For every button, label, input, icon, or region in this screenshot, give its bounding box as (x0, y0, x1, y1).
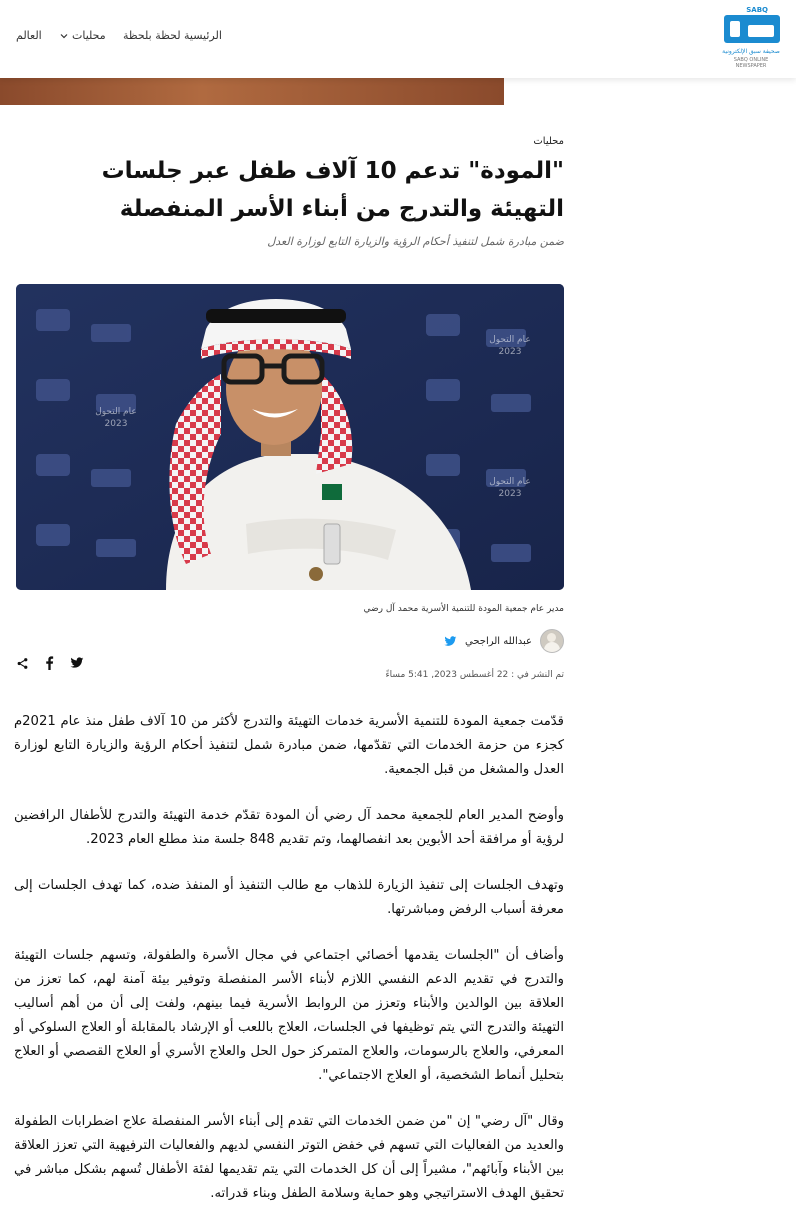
article-paragraph: وتهدف الجلسات إلى تنفيذ الزيارة للذهاب مع طالب التنفيذ أو المنفذ ضده، كما تهدف الجلسات إلى معرفة أسباب الرفض ومباشرتها. (14, 878, 564, 917)
article-paragraph: قدّمت جمعية المودة للتنمية الأسرية خدمات التهيئة والتدرج لأكثر من 10 آلاف طفل منذ عام 2021م كجزء من حزمة الخدمات التي تقدّمها، ضمن مبادرة شمل لتنفيذ أحكام الرؤية والزيارة التابع لوزارة العدل والمشغل من قبل الجمعية. (14, 714, 564, 777)
nav-item-local[interactable] (60, 29, 106, 42)
nav-item-live[interactable]: لحظة بلحظة (123, 29, 181, 42)
article-main-image (16, 284, 564, 590)
backdrop-year-1: 2023 (498, 347, 522, 357)
backdrop-mark-3: عام التحول (489, 477, 531, 487)
logo-wordmark (724, 15, 780, 43)
backdrop-mark-1: عام التحول (489, 335, 531, 345)
twitter-icon[interactable] (444, 636, 457, 647)
article-category[interactable]: محليات (533, 136, 564, 147)
article-paragraph: وأوضح المدير العام للجمعية محمد آل رضي أن المودة تقدّم خدمة التهيئة والتدرج للأطفال الرافضين لرؤية أو مرافقة أحد الأبوين بعد انفصالهما، وتم تقديم 848 جلسة منذ مطلع العام 2023. (14, 808, 564, 847)
share-bar (16, 656, 84, 670)
article-subtitle: ضمن مبادرة شمل لتنفيذ أحكام الرؤية والزيارة التابع لوزارة العدل (267, 235, 564, 248)
author-avatar[interactable] (540, 629, 564, 653)
publish-date: تم النشر في : 22 أغسطس 2023, 5:41 مساءً (385, 670, 564, 680)
twitter-share-icon[interactable] (70, 657, 84, 669)
facebook-icon[interactable] (45, 656, 54, 670)
main-photo-svg (16, 284, 564, 590)
article-paragraph: وقال "آل رضي" إن "من ضمن الخدمات التي تقدم إلى أبناء الأسر المنفصلة علاج اضطرابات الطفولة والعديد من الفعاليات التي تسهم في خفض التوتر النفسي لديهم والفعاليات الترفيهية التي تعزز العلاقة بين الأبناء وآبائهم"، مشيراً إلى أن كل الخدمات التي يتم تقديمها لفئة الأطفال تُسهم بشكل مباشر في تحقيق الهدف الاستراتيجي وهو حماية وسلامة الطفل وبناء قدراته. (14, 1114, 564, 1201)
logo-subtitle: صحيفة سبق الإلكترونية (722, 48, 780, 55)
chevron-down-icon (60, 32, 68, 40)
logo-subtitle-en: SABQ ONLINE NEWSPAPER (733, 57, 769, 69)
article-body (14, 710, 564, 1228)
nav-item-world[interactable]: العالم (16, 29, 42, 42)
share-icon[interactable] (16, 657, 29, 670)
backdrop-mark-2: عام التحول (95, 407, 137, 417)
nav-item-home[interactable]: الرئيسية (184, 29, 222, 42)
logo-tagline: SABQ (746, 6, 768, 14)
backdrop-year-3: 2023 (498, 489, 522, 499)
backdrop-year-2: 2023 (104, 419, 128, 429)
site-header (0, 0, 796, 78)
site-logo[interactable] (720, 4, 782, 69)
image-caption: مدير عام جمعية المودة للتنمية الأسرية محمد آل رضي (363, 604, 564, 614)
author-byline[interactable] (444, 630, 564, 652)
author-name[interactable]: عبدالله الراجحي (464, 635, 532, 647)
nav-item-local-label: محليات (72, 29, 106, 42)
article-title: "المودة" تدعم 10 آلاف طفل عبر جلسات التهيئة والتدرج من أبناء الأسر المنفصلة (101, 158, 564, 222)
article-paragraph: وأضاف أن "الجلسات يقدمها أخصائي اجتماعي في مجال الأسرة والطفولة، وتسهم جلسات التهيئة والتدرج في تقديم الدعم النفسي اللازم لأبناء الأسر المنفصلة وتوفير بيئة آمنة لهم، كما تعزز من العلاقة بين الوالدين والأبناء وتعزز من الروابط الأسرية فيما بينهم، ولفت إلى أن من أهم أساليب التهيئة والتدرج التي يتم توظيفها في الجلسات، العلاج باللعب أو الإرشاد بالمقابلة أو العلاج السلوكي أو المعرفي، والعلاج بالرسومات، والعلاج المتمركز حول الحل والعلاج الأسري أو العلاج القصصي أو العلاج بتحليل أنماط الشخصية، أو العلاج الاجتماعي". (14, 948, 564, 1083)
